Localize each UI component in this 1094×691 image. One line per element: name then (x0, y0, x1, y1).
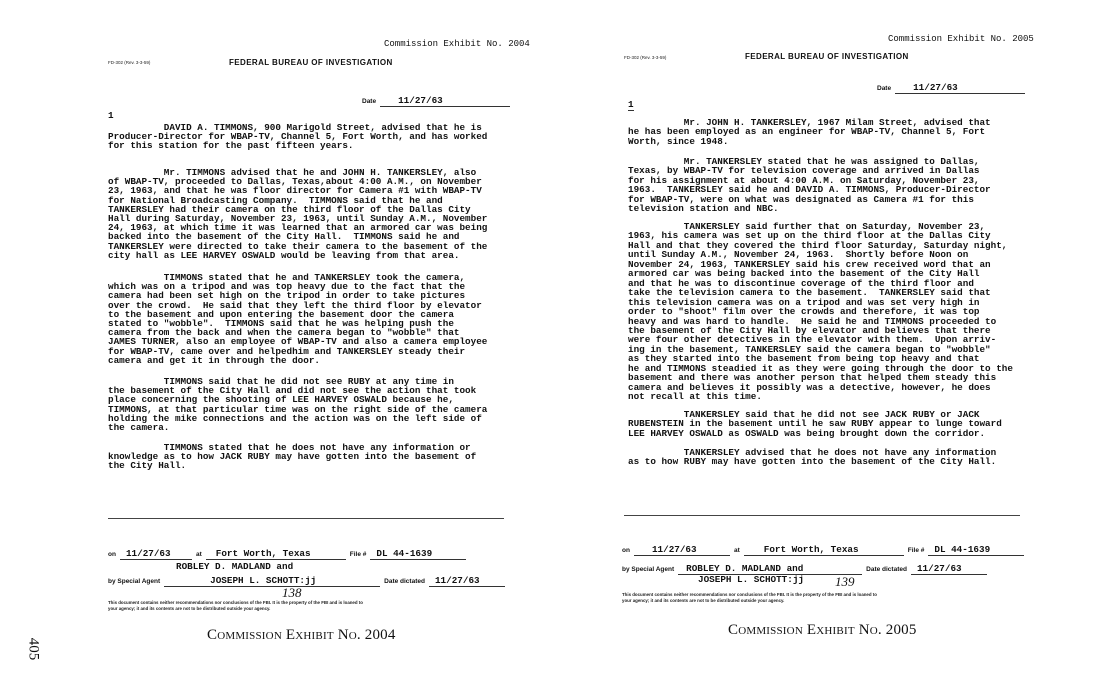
paragraph-5: TIMMONS stated that he does not have any information or knowledge as to how JACK RUBY may have gotten into the basement of the City Hall. (108, 442, 477, 472)
date-value: 11/27/63 (380, 96, 510, 107)
disclaimer: This document contains neither recommendations nor conclusions of the FBI. It is the property of the FBI and is loaned to your agency; it and its contents are not to be distributed outside your agency. (622, 592, 877, 603)
page-marker: 1 (628, 99, 634, 110)
agency-heading: FEDERAL BUREAU OF INVESTIGATION (745, 52, 909, 61)
paragraph-3: TANKERSLEY said further that on Saturday, November 23, 1963, his camera was set up on the third floor at the Dallas City Hall and that they covered the third floor Saturday, Saturday night, until Sunday A.M., November 24, 1963. Shortly before Noon on November 24, 1963, TANKERSLEY said his crew received word that an armored car was being backed into the basement of the City Hall and that he was to discontinue coverage of the third floor and take the television camera to the basement. TANKERSLEY said that this television camera was on a tripod and was set very high in order to "shoot" film over the crowds and therefore, it was top heavy and was hard to handle. He said he and TIMMONS proceeded to the basement of the City Hall by elevator and believes that there were four other detectives in the elevator with them. Upon arriv- ing in the basement, TANKERSLEY said the camera began to "wobble" as they started into the basement from being top heavy and that he and TIMMONS steadied it as they were going through the door to the basement and there was another person that helped them steady this camera and believes it possibly was a detective, however, he does not recall at this time. (628, 221, 1013, 403)
dictated-value: 11/27/63 (429, 576, 505, 587)
on-value: 11/27/63 (634, 545, 730, 556)
file-label: File # (349, 551, 367, 558)
paragraph-4: TIMMONS said that he did not see RUBY at any time in the basement of the City Hall and did not see the action that took place concerning the shooting of LEE HARVEY OSWALD because he, TIMMONS, at that particular time was on the right side of the camera holding the mike connections and the action was on the left side of the camera. (108, 376, 488, 434)
exhibit-header: Commission Exhibit No. 2004 (384, 39, 530, 49)
paragraph-2: Mr. TIMMONS advised that he and JOHN H. TANKERSLEY, also of WBAP-TV, proceeded to Dallas, Texas,about 4:00 A.M., on November 23, 1963, and that he was floor director for Camera #1 with WBAP-TV for National Broadcasting Company. TIMMONS said that he and TANKERSLEY had their camera on the third floor of the Dallas City Hall during Saturday, November 23, 1963, until Sunday A.M., November 24, 1963, at which time it was learned that an armored car was being backed into the basement of the City Hall. TIMMONS said he and TANKERSLEY were directed to take their camera to the basement of the city hall as LEE HARVEY OSWALD would be leaving from that area. (108, 167, 488, 261)
dictated-label: Date dictated (384, 578, 425, 585)
paragraph-2: Mr. TANKERSLEY stated that he was assigned to Dallas, Texas, by WBAP-TV for television coverage and arrived in Dallas for his assignment at about 4:00 A.M. on Saturday, November 23, 1963. TANKERSLEY said he and DAVID A. TIMMONS, Producer-Director for WBAP-TV, were on what was designated as Camera #1 for this television station and NBC. (628, 156, 991, 215)
exhibit-caption: Commission Exhibit No. 2005 (728, 622, 917, 638)
disclaimer: This document contains neither recommendations nor conclusions of the FBI. It is the property of the FBI and is loaned to your agency; it and its contents are not to be distributed outside your agency. (108, 600, 363, 611)
footer-location-row (622, 543, 1024, 556)
page-number: 405 (25, 637, 42, 661)
on-label: on (622, 547, 630, 554)
paragraph-5: TANKERSLEY advised that he does not have any information as to how RUBY may have gotten into the basement of the City Hall. (628, 447, 997, 468)
file-value: DL 44-1639 (370, 549, 466, 560)
dictated-label: Date dictated (866, 566, 907, 573)
form-number: FD-302 (Rev. 3-3-59) (108, 60, 151, 65)
handwritten-number: 139 (835, 574, 855, 589)
handwritten-number: 138 (282, 585, 302, 600)
paragraph-3: TIMMONS stated that he and TANKERSLEY took the camera, which was on a tripod and was top heavy due to the fact that the camera had been set high on the tripod in order to take pictures over the crowd. He said that they left the third floor by elevator to the basement and upon entering the basement door the camera stated to "wobble". TIMMONS said that he was helping push the camera from the back and when the camera began to "wobble" that JAMES TURNER, also an employee of WBAP-TV and also a camera employee for WBAP-TV, came over and helpedhim and TANKERSLEY steady their camera and get it in through the door. (108, 272, 488, 366)
date-field (877, 81, 1025, 94)
dictated-value: 11/27/63 (911, 564, 987, 575)
on-label: on (108, 551, 116, 558)
divider (108, 518, 504, 519)
on-value: 11/27/63 (120, 549, 192, 560)
footer-agent-row (108, 574, 505, 587)
at-value: Fort Worth, Texas (744, 545, 904, 556)
agency-heading: FEDERAL BUREAU OF INVESTIGATION (229, 58, 393, 67)
date-field (362, 94, 510, 107)
agent-line-2: JOSEPH L. SCHOTT:jj (164, 576, 380, 587)
agent-label: by Special Agent (622, 566, 675, 573)
paragraph-1: DAVID A. TIMMONS, 900 Marigold Street, advised that he is Producer-Director for WBAP-TV, Channel 5, Fort Worth, and has worked for this station for the past fifteen years. (108, 122, 488, 152)
footer-agent-row (622, 562, 987, 575)
page-marker: 1 (108, 110, 114, 121)
footer-location-row (108, 547, 466, 560)
agent-line-1: ROBLEY D. MADLAND and (176, 561, 294, 572)
at-value: Fort Worth, Texas (206, 549, 346, 560)
date-label: Date (362, 98, 377, 105)
file-value: DL 44-1639 (928, 545, 1024, 556)
exhibit-caption: Commission Exhibit No. 2004 (207, 627, 396, 643)
divider (624, 515, 1020, 516)
agent-line-2: JOSEPH L. SCHOTT:jj (698, 574, 805, 585)
paragraph-1: Mr. JOHN H. TANKERSLEY, 1967 Milam Street, advised that he has been employed as an engineer for WBAP-TV, Channel 5, Fort Worth, since 1948. (628, 117, 991, 147)
exhibit-header: Commission Exhibit No. 2005 (888, 34, 1034, 44)
at-label: at (195, 551, 202, 558)
date-value: 11/27/63 (895, 83, 1025, 94)
agent-line-1: ROBLEY D. MADLAND and (678, 564, 862, 575)
agent-label: by Special Agent (108, 578, 161, 585)
file-label: File # (907, 547, 925, 554)
date-label: Date (877, 85, 892, 92)
form-number: FD-302 (Rev. 3-3-59) (624, 55, 667, 60)
at-label: at (733, 547, 740, 554)
paragraph-4: TANKERSLEY said that he did not see JACK RUBY or JACK RUBENSTEIN in the basement until he saw RUBY appear to lunge toward LEE HARVEY OSWALD as OSWALD was being brought down the corridor. (628, 409, 1002, 439)
